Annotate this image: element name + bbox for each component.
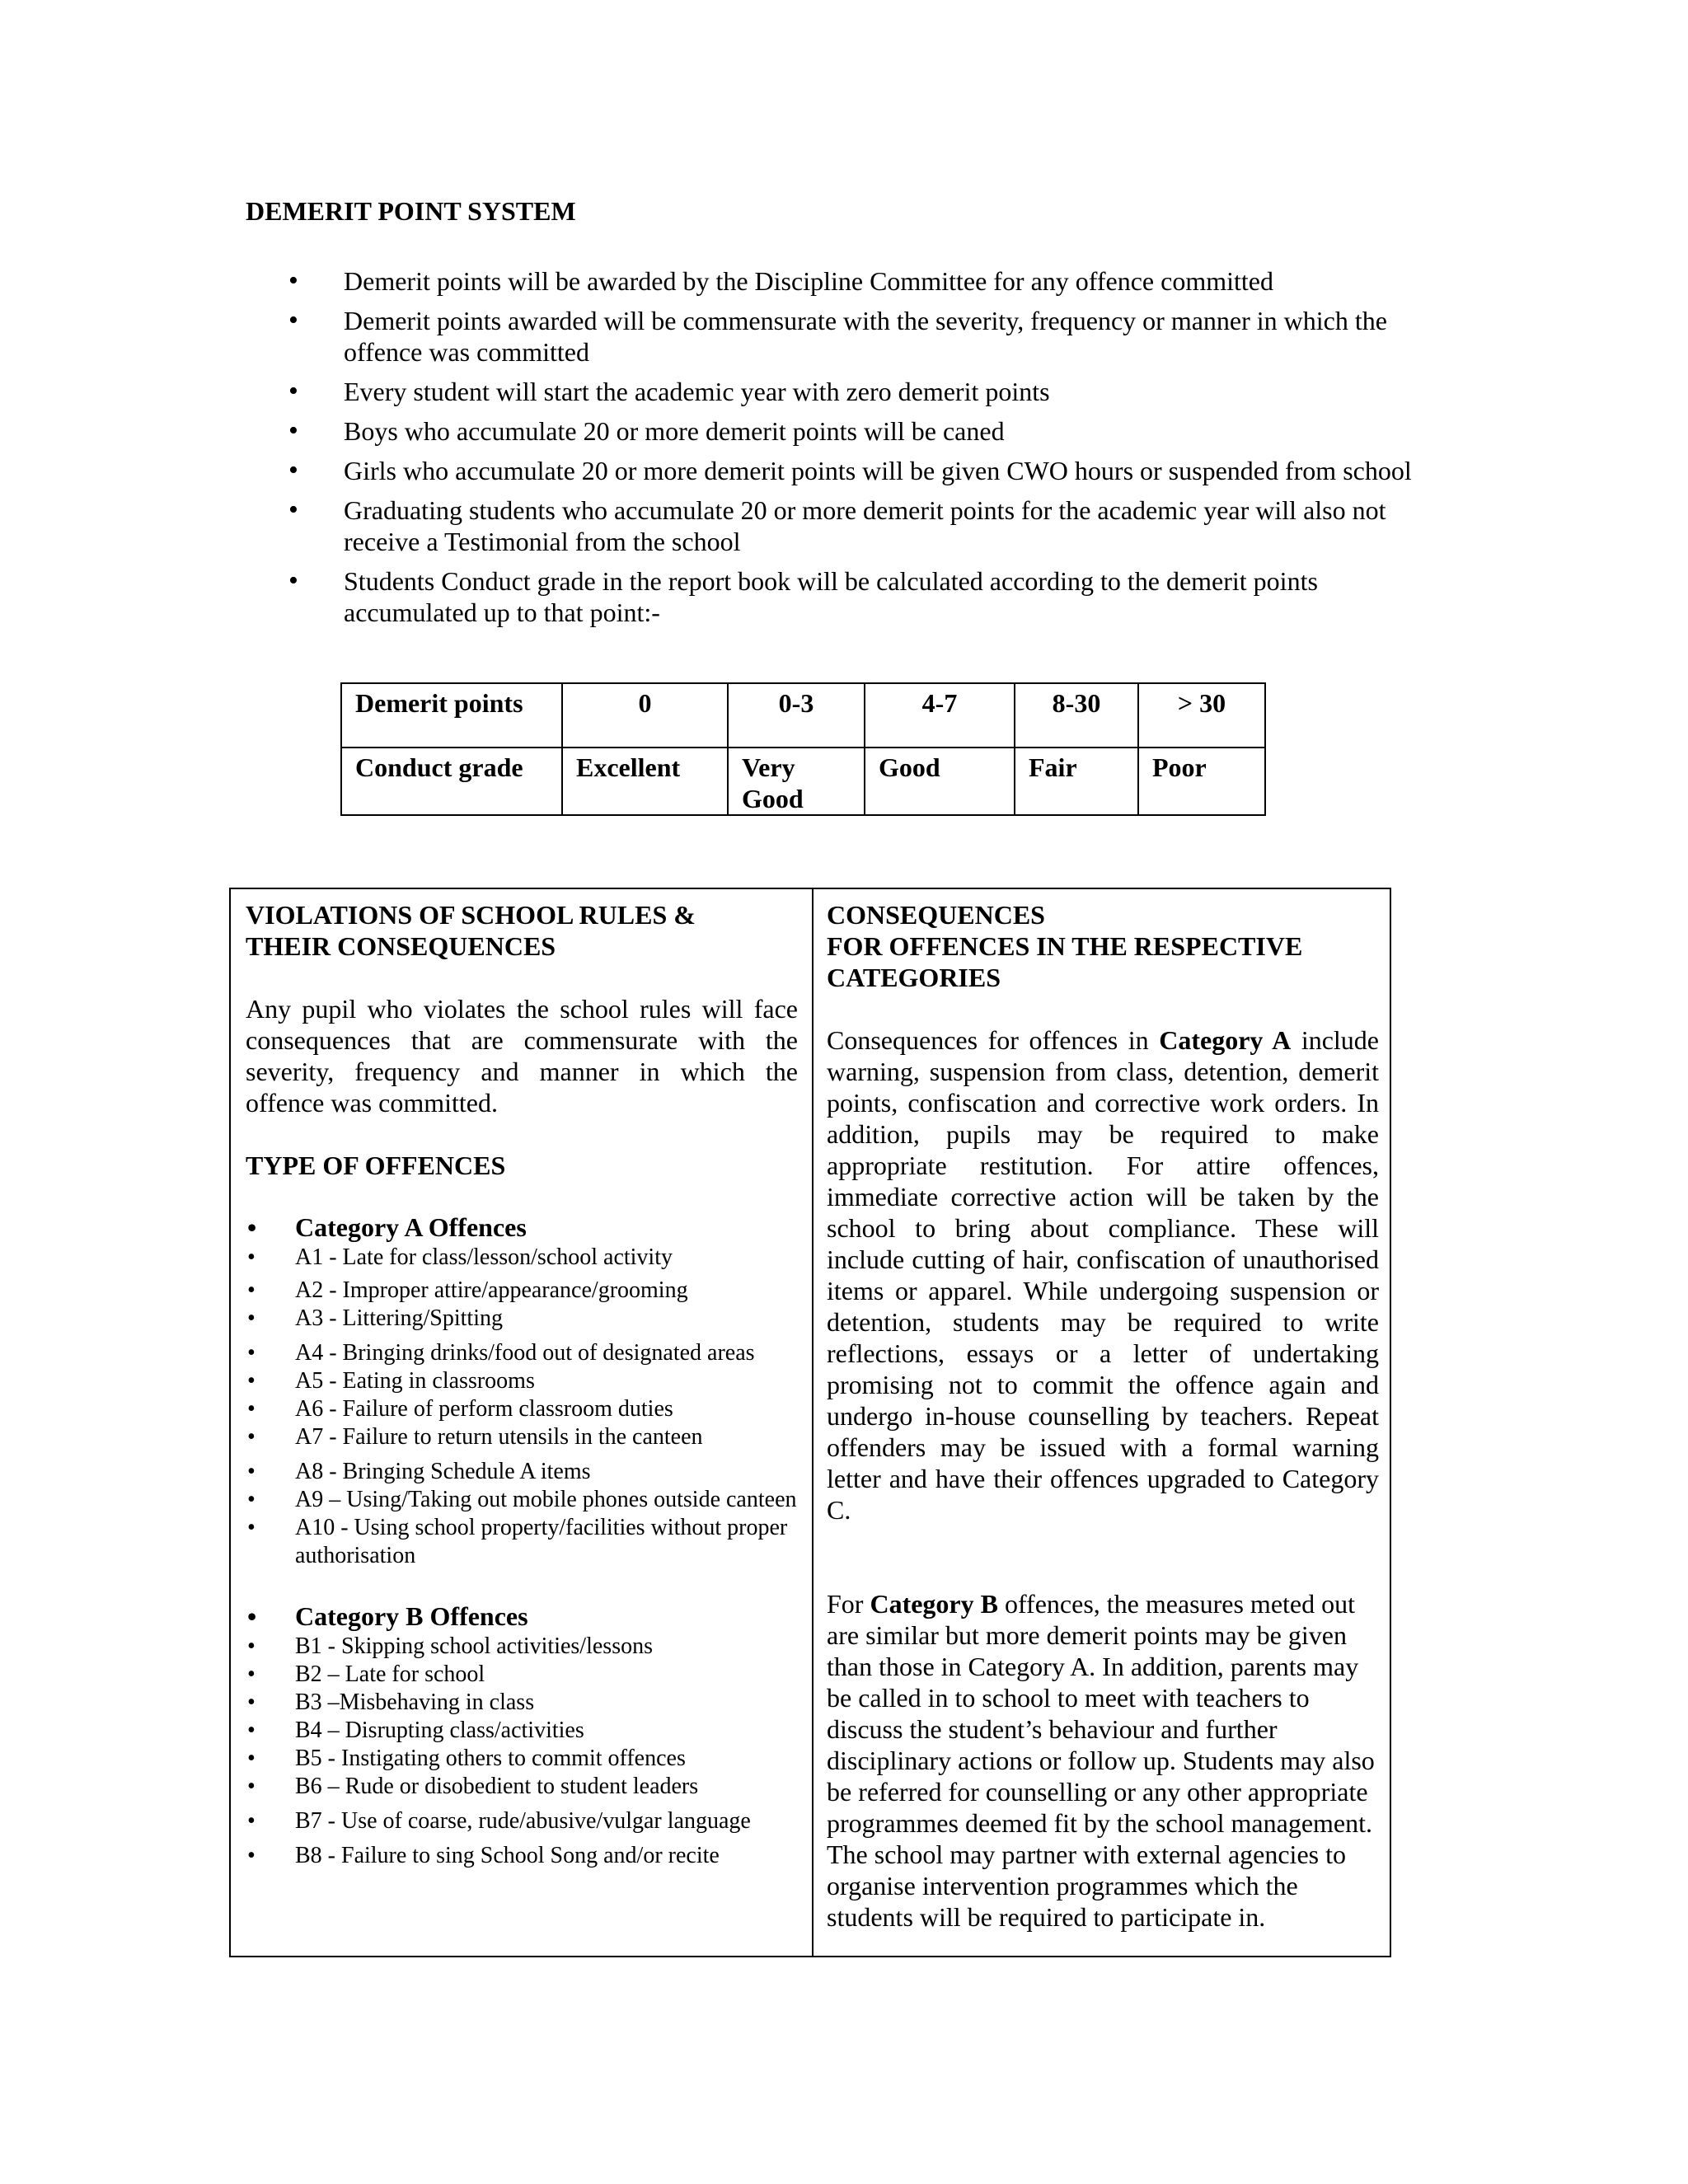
column-divider (812, 889, 814, 1956)
list-item: • A1 - Late for class/lesson/school activity (246, 1244, 798, 1272)
grade-label-cell: Conduct grade (341, 748, 562, 815)
rule-item: • Every student will start the academic year with zero demerit points (288, 376, 1442, 407)
consequences-heading-line2: FOR OFFENCES IN THE RESPECTIVE CATEGORIES (827, 931, 1303, 992)
list-item: • B5 - Instigating others to commit offences (246, 1745, 798, 1773)
list-item: • A6 - Failure of perform classroom duties (246, 1395, 798, 1423)
rule-item: • Demerit points awarded will be commensurate with the severity, frequency or manner in which the offence was committed (288, 305, 1442, 368)
grade-cell: Good (865, 748, 1015, 815)
violations-heading-line1: VIOLATIONS OF SCHOOL RULES & (246, 900, 696, 930)
list-item: • A7 - Failure to return utensils in the canteen (246, 1423, 798, 1451)
list-item: • A10 - Using school property/facilities without proper authorisation (246, 1514, 798, 1570)
table-row (341, 748, 1265, 815)
list-item: • A2 - Improper attire/appearance/grooming (246, 1277, 798, 1305)
violations-heading-line2: THEIR CONSEQUENCES (246, 931, 556, 961)
grade-cell: Very Good (728, 748, 865, 815)
category-b-label: Category B (870, 1589, 998, 1619)
violations-table (229, 888, 1391, 1957)
list-item: • A5 - Eating in classrooms (246, 1367, 798, 1395)
grade-cell: Poor (1138, 748, 1265, 815)
consequences-column (827, 889, 1379, 1933)
violations-intro: Any pupil who violates the school rules will face consequences that are commensurate with the severity, frequency and manner in which the offence was committed. (246, 994, 798, 1118)
list-item: • B1 - Skipping school activities/lessons (246, 1633, 798, 1661)
category-b-title: • Category B Offences (246, 1600, 798, 1633)
points-cell: 0 (562, 683, 728, 748)
list-item: • B8 - Failure to sing School Song and/or recite (246, 1842, 798, 1870)
list-item: • B4 – Disrupting class/activities (246, 1717, 798, 1745)
category-a-consequences (827, 1024, 1379, 1526)
list-item: • A8 - Bringing Schedule A items (246, 1458, 798, 1486)
grade-cell: Fair (1015, 748, 1138, 815)
list-item: • A9 – Using/Taking out mobile phones outside canteen (246, 1486, 798, 1514)
rule-item: • Demerit points will be awarded by the Discipline Committee for any offence committed (288, 265, 1442, 297)
list-item: • B3 –Misbehaving in class (246, 1689, 798, 1717)
rules-list (288, 265, 1442, 636)
rule-item: • Graduating students who accumulate 20 or more demerit points for the academic year will also not receive a Testimonial from the school (288, 494, 1442, 557)
points-cell: 0-3 (728, 683, 865, 748)
rule-item: • Students Conduct grade in the report book will be calculated according to the demerit points accumulated up to that point:- (288, 565, 1442, 628)
category-a-title: • Category A Offences (246, 1211, 798, 1244)
list-item: • B6 – Rude or disobedient to student leaders (246, 1773, 798, 1801)
page-title: DEMERIT POINT SYSTEM (246, 196, 576, 226)
list-item: • B2 – Late for school (246, 1661, 798, 1689)
category-a-prefix: Consequences for offences in (827, 1025, 1160, 1055)
consequences-heading-line1: CONSEQUENCES (827, 900, 1045, 930)
points-cell: 8-30 (1015, 683, 1138, 748)
types-heading: TYPE OF OFFENCES (246, 1151, 506, 1180)
list-item: • A4 - Bringing drinks/food out of designated areas (246, 1339, 798, 1367)
points-cell: 4-7 (865, 683, 1015, 748)
points-cell: > 30 (1138, 683, 1265, 748)
category-b-prefix: For (827, 1589, 870, 1619)
grade-cell: Excellent (562, 748, 728, 815)
category-b-consequences (827, 1588, 1379, 1933)
violations-column (246, 889, 798, 1870)
rule-item: • Girls who accumulate 20 or more demerit points will be given CWO hours or suspended from school (288, 455, 1442, 486)
category-a-text: include warning, suspension from class, detention, demerit points, confiscation and corrective work orders. In addition, pupils may be required to make appropriate restitution. For attire offences, immediate corrective action will be taken by the school to bring about compliance. These will include cutting of hair, confiscation of unauthorised items or apparel. While undergoing suspension or detention, students may be required to write reflections, essays or a letter of undertaking promising not to commit the offence again and undergo in-house counselling by teachers. Repeat offenders may be issued with a formal warning letter and have their offences upgraded to Category C. (827, 1025, 1380, 1525)
conduct-grade-table (340, 682, 1266, 816)
list-item: • A3 - Littering/Spitting (246, 1305, 798, 1333)
rule-item: • Boys who accumulate 20 or more demerit points will be caned (288, 415, 1442, 447)
table-row (341, 683, 1265, 748)
category-a-list (246, 1211, 798, 1570)
category-b-list (246, 1600, 798, 1870)
category-b-text: offences, the measures meted out are similar but more demerit points may be given than those in Category A. In addition, parents may be called in to school to meet with teachers to discuss the student’s behaviour and further disciplinary actions or follow up. Students may also be referred for counselling or any other appropriate programmes deemed fit by the school management. The school may partner with external agencies to organise intervention programmes which the students will be required to participate in. (827, 1589, 1375, 1932)
list-item: • B7 - Use of coarse, rude/abusive/vulgar language (246, 1807, 798, 1835)
points-label-cell: Demerit points (341, 683, 562, 748)
category-a-label: Category A (1159, 1025, 1292, 1055)
